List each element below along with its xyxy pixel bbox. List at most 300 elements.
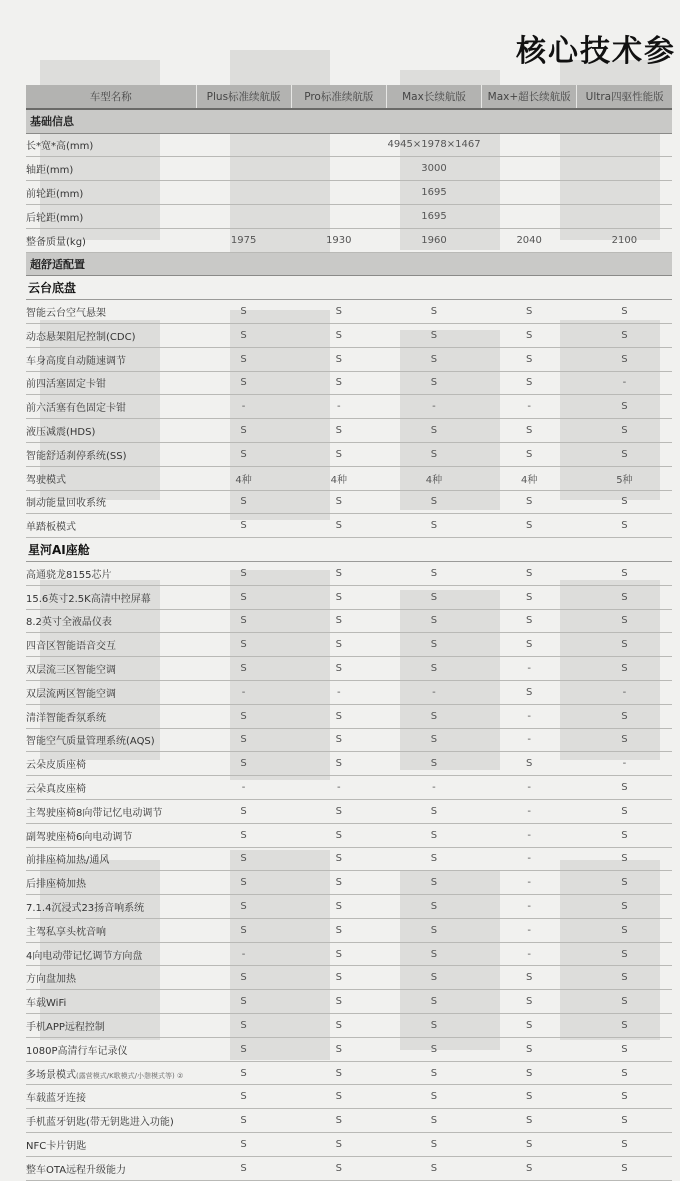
section-header-row	[26, 252, 672, 276]
row-label	[26, 585, 196, 609]
column-header: Plus标准续航版	[196, 85, 291, 109]
cell-value: -	[482, 823, 577, 847]
row-label-text: 驾驶模式	[26, 474, 66, 486]
cell-value: S	[196, 633, 291, 657]
cell-value: S	[386, 514, 481, 538]
cell-value: 1960	[386, 228, 481, 252]
table-row	[26, 1014, 672, 1038]
section-title: 基础信息	[26, 109, 672, 133]
cell-value: S	[482, 585, 577, 609]
row-label-text: 双层流三区智能空调	[26, 665, 116, 677]
table-row	[26, 895, 672, 919]
table-row	[26, 823, 672, 847]
cell-value: S	[291, 371, 386, 395]
row-label	[26, 1014, 196, 1038]
cell-value: -	[196, 776, 291, 800]
cell-value: S	[577, 609, 672, 633]
cell-value: S	[291, 609, 386, 633]
row-label	[26, 395, 196, 419]
row-label-text: 云朵真皮座椅	[26, 784, 86, 795]
cell-value: 1695	[196, 181, 672, 205]
cell-value: S	[291, 657, 386, 681]
row-label-text: 制动能量回收系统	[26, 498, 106, 510]
row-label-note: (露营模式/K歌模式/小憩模式等) ②	[76, 1071, 184, 1080]
row-label-text: 整车OTA远程升级能力	[26, 1164, 127, 1176]
row-label-text: 前排座椅加热/通风	[26, 855, 110, 867]
cell-value: -	[577, 371, 672, 395]
cell-value: -	[482, 799, 577, 823]
cell-value: S	[577, 823, 672, 847]
spec-table-body	[26, 109, 672, 1180]
row-label-text: 手机APP远程控制	[26, 1021, 105, 1033]
table-row	[26, 181, 672, 205]
cell-value: S	[291, 490, 386, 514]
cell-value: S	[291, 561, 386, 585]
cell-value: S	[196, 371, 291, 395]
column-header: Max+超长续航版	[482, 85, 577, 109]
row-label	[26, 1109, 196, 1133]
cell-value: -	[482, 847, 577, 871]
cell-value: S	[291, 1085, 386, 1109]
cell-value: S	[386, 419, 481, 443]
cell-value: S	[482, 609, 577, 633]
cell-value: S	[196, 966, 291, 990]
page-title: 核心技术参	[516, 34, 676, 69]
cell-value: S	[291, 1037, 386, 1061]
group-title: 星河AI座舱	[26, 538, 672, 562]
row-label-text: 前六活塞有色固定卡钳	[26, 403, 126, 415]
table-row	[26, 680, 672, 704]
cell-value: S	[482, 1156, 577, 1180]
cell-value: S	[482, 1085, 577, 1109]
row-label	[26, 419, 196, 443]
row-label	[26, 323, 196, 347]
cell-value: S	[386, 990, 481, 1014]
table-row	[26, 561, 672, 585]
row-label	[26, 895, 196, 919]
row-label: 前轮距(mm)	[26, 181, 196, 205]
table-row	[26, 323, 672, 347]
cell-value: -	[196, 395, 291, 419]
cell-value: S	[291, 442, 386, 466]
cell-value: S	[577, 585, 672, 609]
cell-value: S	[291, 990, 386, 1014]
row-label-text: 车载蓝牙连接	[26, 1093, 86, 1105]
cell-value: S	[386, 942, 481, 966]
row-label-text: 单踏板模式	[26, 522, 76, 534]
cell-value: -	[291, 776, 386, 800]
cell-value: S	[291, 895, 386, 919]
cell-value: -	[482, 776, 577, 800]
cell-value: -	[386, 776, 481, 800]
cell-value: S	[577, 871, 672, 895]
cell-value: S	[386, 895, 481, 919]
cell-value: -	[482, 871, 577, 895]
row-label	[26, 633, 196, 657]
cell-value: S	[291, 1156, 386, 1180]
row-label-text: 多场景模式	[26, 1069, 76, 1081]
cell-value: S	[196, 561, 291, 585]
column-header: Pro标准续航版	[291, 85, 386, 109]
cell-value: S	[577, 776, 672, 800]
cell-value: -	[482, 918, 577, 942]
cell-value: S	[577, 942, 672, 966]
cell-value: -	[482, 895, 577, 919]
cell-value: S	[386, 609, 481, 633]
cell-value: S	[196, 823, 291, 847]
cell-value: S	[386, 371, 481, 395]
table-row	[26, 1156, 672, 1180]
row-label-text: NFC卡片钥匙	[26, 1140, 87, 1152]
cell-value: -	[482, 657, 577, 681]
cell-value: S	[291, 871, 386, 895]
cell-value: S	[577, 1085, 672, 1109]
cell-value: S	[196, 1037, 291, 1061]
cell-value: -	[291, 680, 386, 704]
cell-value: -	[482, 395, 577, 419]
table-row	[26, 228, 672, 252]
cell-value: -	[482, 942, 577, 966]
table-row	[26, 966, 672, 990]
cell-value: S	[386, 966, 481, 990]
row-label	[26, 466, 196, 490]
row-label-text: 1080P高清行车记录仪	[26, 1045, 128, 1057]
row-label	[26, 776, 196, 800]
cell-value: S	[386, 871, 481, 895]
cell-value: S	[386, 1085, 481, 1109]
cell-value: S	[196, 442, 291, 466]
cell-value: 4945×1978×1467	[196, 133, 672, 157]
section-header-row	[26, 109, 672, 133]
column-header: Ultra四驱性能版	[577, 85, 672, 109]
cell-value: S	[291, 1061, 386, 1085]
cell-value: S	[196, 657, 291, 681]
group-header-row	[26, 538, 672, 562]
row-label	[26, 1156, 196, 1180]
cell-value: 2100	[577, 228, 672, 252]
row-label: 轴距(mm)	[26, 157, 196, 181]
cell-value: S	[196, 585, 291, 609]
row-label	[26, 514, 196, 538]
cell-value: -	[196, 680, 291, 704]
table-row	[26, 704, 672, 728]
cell-value: S	[577, 728, 672, 752]
cell-value: S	[482, 680, 577, 704]
cell-value: S	[577, 490, 672, 514]
row-label	[26, 847, 196, 871]
table-row	[26, 204, 672, 228]
cell-value: 2040	[482, 228, 577, 252]
cell-value: 4种	[291, 466, 386, 490]
cell-value: S	[577, 300, 672, 324]
cell-value: S	[386, 300, 481, 324]
table-row	[26, 514, 672, 538]
cell-value: S	[386, 1014, 481, 1038]
cell-value: S	[482, 1109, 577, 1133]
cell-value: S	[482, 371, 577, 395]
cell-value: S	[196, 347, 291, 371]
cell-value: S	[291, 942, 386, 966]
table-row	[26, 466, 672, 490]
cell-value: S	[482, 633, 577, 657]
cell-value: -	[386, 680, 481, 704]
cell-value: S	[482, 1014, 577, 1038]
spec-table	[26, 85, 672, 1181]
cell-value: S	[386, 704, 481, 728]
cell-value: 5种	[577, 466, 672, 490]
row-label	[26, 347, 196, 371]
cell-value: 4种	[386, 466, 481, 490]
cell-value: S	[482, 752, 577, 776]
cell-value: S	[482, 990, 577, 1014]
row-label-text: 主驾私享头枕音响	[26, 926, 106, 938]
row-label-text: 动态悬架阻尼控制(CDC)	[26, 331, 136, 343]
row-label	[26, 728, 196, 752]
cell-value: S	[196, 799, 291, 823]
cell-value: S	[196, 728, 291, 752]
cell-value: 3000	[196, 157, 672, 181]
cell-value: S	[291, 1014, 386, 1038]
row-label	[26, 799, 196, 823]
cell-value: S	[577, 704, 672, 728]
cell-value: S	[386, 347, 481, 371]
table-row	[26, 347, 672, 371]
cell-value: S	[386, 323, 481, 347]
cell-value: S	[291, 585, 386, 609]
row-label	[26, 371, 196, 395]
cell-value: S	[386, 847, 481, 871]
cell-value: S	[577, 1014, 672, 1038]
row-label-text: 方向盘加热	[26, 974, 76, 986]
row-label	[26, 1061, 196, 1085]
cell-value: S	[386, 490, 481, 514]
row-label-text: 主驾驶座椅8向带记忆电动调节	[26, 807, 163, 819]
cell-value: S	[386, 1061, 481, 1085]
cell-value: S	[577, 966, 672, 990]
cell-value: S	[291, 728, 386, 752]
cell-value: S	[196, 990, 291, 1014]
table-row	[26, 609, 672, 633]
cell-value: S	[196, 871, 291, 895]
cell-value: S	[577, 323, 672, 347]
row-label-text: 手机蓝牙钥匙(带无钥匙进入功能)	[26, 1117, 174, 1129]
cell-value: S	[196, 323, 291, 347]
row-label: 长*宽*高(mm)	[26, 133, 196, 157]
cell-value: S	[577, 1156, 672, 1180]
table-row	[26, 395, 672, 419]
cell-value: S	[577, 442, 672, 466]
row-label	[26, 752, 196, 776]
row-label	[26, 442, 196, 466]
cell-value: S	[482, 442, 577, 466]
cell-value: S	[577, 561, 672, 585]
cell-value: S	[482, 1133, 577, 1157]
cell-value: S	[577, 990, 672, 1014]
cell-value: 4种	[196, 466, 291, 490]
cell-value: S	[386, 633, 481, 657]
row-label	[26, 1037, 196, 1061]
row-label	[26, 990, 196, 1014]
row-label	[26, 871, 196, 895]
cell-value: S	[386, 752, 481, 776]
table-row	[26, 157, 672, 181]
row-label	[26, 966, 196, 990]
cell-value: -	[482, 728, 577, 752]
cell-value: S	[196, 1061, 291, 1085]
cell-value: S	[386, 823, 481, 847]
column-header: 车型名称	[26, 85, 196, 109]
cell-value: S	[577, 918, 672, 942]
cell-value: S	[386, 561, 481, 585]
cell-value: S	[577, 395, 672, 419]
cell-value: 4种	[482, 466, 577, 490]
cell-value: S	[386, 442, 481, 466]
table-row	[26, 657, 672, 681]
cell-value: S	[196, 1156, 291, 1180]
table-row	[26, 1037, 672, 1061]
cell-value: 1930	[291, 228, 386, 252]
row-label	[26, 490, 196, 514]
cell-value: S	[196, 300, 291, 324]
cell-value: S	[291, 1133, 386, 1157]
table-row	[26, 585, 672, 609]
table-row	[26, 871, 672, 895]
table-row	[26, 752, 672, 776]
cell-value: S	[196, 704, 291, 728]
cell-value: S	[291, 966, 386, 990]
cell-value: S	[482, 300, 577, 324]
row-label: 后轮距(mm)	[26, 204, 196, 228]
row-label-text: 智能云台空气悬架	[26, 308, 106, 320]
group-title: 云台底盘	[26, 276, 672, 300]
cell-value: 1695	[196, 204, 672, 228]
row-label-text: 前四活塞固定卡钳	[26, 379, 106, 391]
row-label	[26, 561, 196, 585]
group-header-row	[26, 276, 672, 300]
cell-value: S	[196, 1085, 291, 1109]
row-label	[26, 228, 196, 252]
cell-value: S	[577, 633, 672, 657]
row-label-text: 清洋智能香氛系统	[26, 712, 106, 724]
row-label	[26, 680, 196, 704]
cell-value: S	[577, 657, 672, 681]
row-label-text: 车载WiFi	[26, 998, 67, 1010]
cell-value: S	[577, 895, 672, 919]
table-row	[26, 442, 672, 466]
cell-value: S	[196, 1133, 291, 1157]
table-row	[26, 776, 672, 800]
row-label	[26, 657, 196, 681]
table-row	[26, 1085, 672, 1109]
cell-value: S	[386, 585, 481, 609]
cell-value: S	[291, 799, 386, 823]
row-label	[26, 609, 196, 633]
row-label	[26, 300, 196, 324]
cell-value: S	[291, 300, 386, 324]
table-row	[26, 1133, 672, 1157]
cell-value: S	[386, 918, 481, 942]
table-row	[26, 1061, 672, 1085]
cell-value: S	[577, 419, 672, 443]
table-row	[26, 371, 672, 395]
cell-value: S	[196, 419, 291, 443]
column-header: Max长续航版	[386, 85, 481, 109]
cell-value: -	[577, 752, 672, 776]
row-label-text: 双层流两区智能空调	[26, 688, 116, 700]
row-label-text: 4向电动带记忆调节方向盘	[26, 950, 143, 962]
cell-value: S	[577, 514, 672, 538]
table-row	[26, 133, 672, 157]
cell-value: S	[196, 514, 291, 538]
cell-value: S	[291, 847, 386, 871]
table-row	[26, 633, 672, 657]
cell-value: S	[482, 347, 577, 371]
cell-value: S	[196, 895, 291, 919]
cell-value: S	[577, 347, 672, 371]
cell-value: S	[196, 918, 291, 942]
row-label	[26, 918, 196, 942]
table-row	[26, 728, 672, 752]
cell-value: S	[196, 1109, 291, 1133]
cell-value: S	[386, 1037, 481, 1061]
header-row	[26, 85, 672, 109]
row-label-text: 液压减震(HDS)	[26, 427, 96, 439]
cell-value: S	[291, 704, 386, 728]
table-row	[26, 799, 672, 823]
table-row	[26, 990, 672, 1014]
cell-value: S	[482, 419, 577, 443]
cell-value: S	[482, 966, 577, 990]
cell-value: S	[196, 609, 291, 633]
cell-value: S	[386, 728, 481, 752]
cell-value: S	[196, 490, 291, 514]
cell-value: S	[482, 514, 577, 538]
row-label-text: 8.2英寸全液晶仪表	[26, 617, 112, 629]
cell-value: S	[291, 752, 386, 776]
cell-value: S	[196, 847, 291, 871]
row-label-text: 智能舒适刹停系统(SS)	[26, 450, 127, 462]
cell-value: S	[482, 1037, 577, 1061]
cell-value: S	[482, 561, 577, 585]
table-row	[26, 300, 672, 324]
row-label	[26, 942, 196, 966]
table-row	[26, 847, 672, 871]
row-label	[26, 1133, 196, 1157]
cell-value: S	[291, 323, 386, 347]
cell-value: S	[291, 347, 386, 371]
cell-value: S	[482, 490, 577, 514]
row-label	[26, 704, 196, 728]
cell-value: S	[196, 752, 291, 776]
table-row	[26, 918, 672, 942]
cell-value: -	[386, 395, 481, 419]
row-label-text: 副驾驶座椅6向电动调节	[26, 831, 133, 843]
section-title: 超舒适配置	[26, 252, 672, 276]
cell-value: S	[386, 799, 481, 823]
row-label-text: 15.6英寸2.5K高清中控屏幕	[26, 593, 151, 605]
cell-value: S	[291, 823, 386, 847]
row-label-text: 云朵皮质座椅	[26, 760, 86, 772]
table-row	[26, 490, 672, 514]
cell-value: S	[577, 1037, 672, 1061]
cell-value: -	[482, 704, 577, 728]
row-label-text: 四音区智能语音交互	[26, 641, 116, 653]
cell-value: S	[577, 799, 672, 823]
cell-value: -	[577, 680, 672, 704]
cell-value: 1975	[196, 228, 291, 252]
cell-value: S	[386, 1133, 481, 1157]
cell-value: S	[386, 1156, 481, 1180]
